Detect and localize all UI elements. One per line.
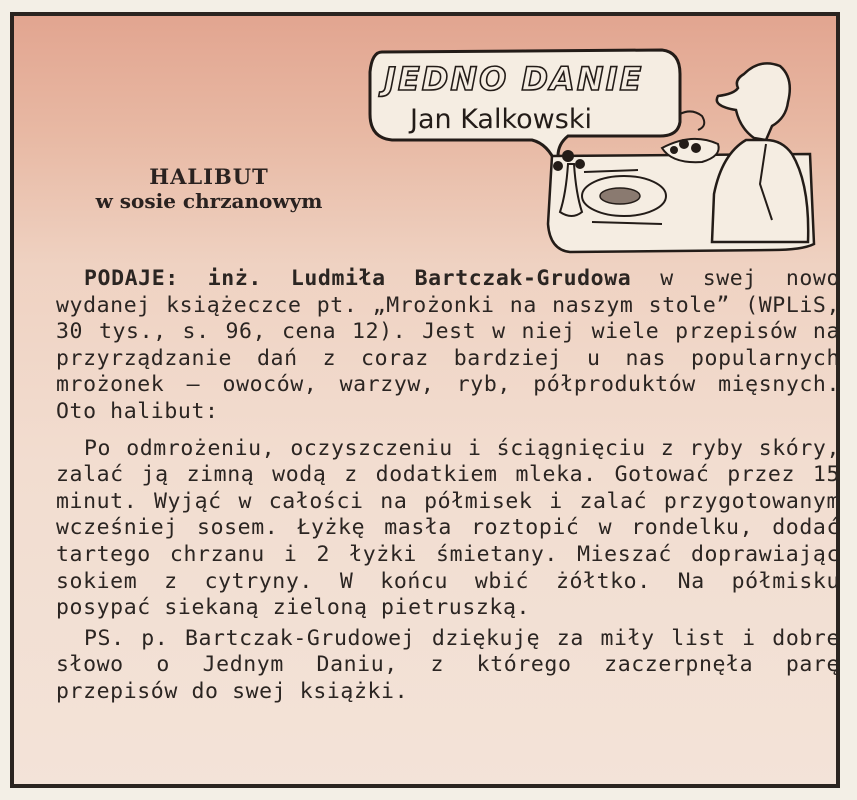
recipe-paragraph: Po odmrożeniu, oczyszczeniu i ściągnięciu z ryby skóry, zalać ją zimną wodą z dodatkiem mleka. Gotować przez 15 minut. Wyjąć w całości na półmisek i zalać przygotowanym wcześniej sosem. Łyżkę masła roztopić w rondelku, dodać tartego chrzanu i 2 łyżki śmietany. Mieszać doprawiając sokiem z cytryny. W końcu wbić żółtko. Na półmisku posypać siekaną zieloną pietruszką. — [56, 435, 840, 621]
intro-rest: w swej nowo wydanej książeczce pt. „Mrożonki na naszym stole” (WPLiS, 30 tys., s. 96, cena 12). Jest w niej wiele przepisów na przyrządzanie dań z coraz bardziej u nas popularnych mrożonek — owoców, warzyw, ryb, półproduktów mięsnych. Oto halibut: — [56, 266, 840, 424]
recipe-title — [54, 164, 364, 213]
cartoon-author: Jan Kalkowski — [410, 104, 592, 135]
recipe-title-line2: w sosie chrzanowym — [95, 189, 323, 213]
postscript-paragraph: PS. p. Bartczak-Grudowej dziękuję za miły list i dobre słowo o Jednym Daniu, z którego zaczerpnęła parę przepisów do swej książki. — [56, 625, 840, 704]
fish-on-plate-icon — [600, 188, 640, 204]
article-frame — [10, 12, 840, 788]
intro-paragraph — [56, 266, 840, 426]
hand-fork-icon — [680, 111, 704, 130]
intro-lead: PODAJE: inż. Ludmiła Bartczak-Grudowa — [84, 266, 632, 291]
flower-icon — [562, 150, 574, 162]
series-title: JEDNO DANIE — [384, 60, 644, 98]
recipe-title-line1: HALIBUT — [149, 164, 269, 189]
article-body — [56, 266, 840, 706]
man-head-icon — [717, 63, 790, 140]
cartoon-illustration — [362, 44, 822, 254]
flower-icon — [553, 161, 563, 171]
flower-icon — [575, 159, 585, 169]
